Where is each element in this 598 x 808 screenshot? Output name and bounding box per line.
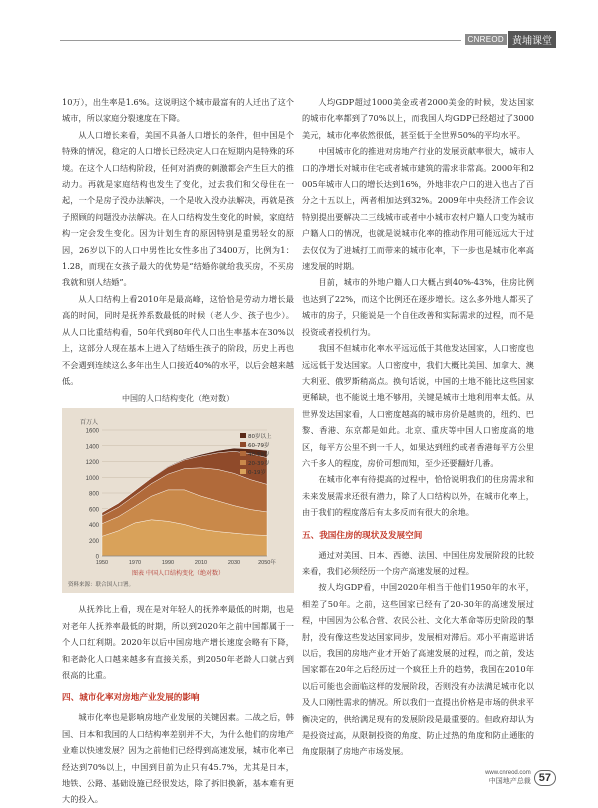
- paragraph: 城市化率也是影响房地产业发展的关键因素。二战之后，韩国、日本和我国的人口结构率差别并不大，为什么他们的房地产业难以快速发展？因为之前他们已经得到高速发展，城市化率已经达到70%以上，中国到目前为止只有45.7%，尤其是日本，地铁、公路、基础设施已经很发达，除了拆旧换新，基本难有更大的投入。: [62, 712, 294, 805]
- y-tick-label: 0: [95, 554, 99, 561]
- y-tick-label: 1200: [85, 460, 99, 467]
- column-brand: [461, 31, 556, 47]
- population-chart: [62, 408, 294, 593]
- magazine-name: 中国地产总裁: [488, 777, 531, 785]
- y-tick-label: 600: [88, 507, 99, 514]
- paragraph: 10万），出生率是1.6%。这说明这个城市最富有的人迁出了这个城市，所以家庭分裂速度在下降。: [62, 97, 294, 124]
- paragraph: 在城市化率有待提高的过程中，恰恰说明我们的住房需求和未来发展需求还很有潜力，除了人口结构以外，在城市化率上，由于我们的程度落后有太多反而有很大的余地。: [302, 474, 534, 518]
- legend-label: 20-39岁: [248, 461, 270, 468]
- y-tick-label: 1400: [85, 444, 99, 451]
- paragraph: 通过对美国、日本、西德、法国、中国住房发展阶段的比较来看，我们必须经历一个房产高速发展的过程。: [302, 549, 534, 576]
- x-tick-label: 2030: [227, 560, 241, 567]
- brand-logo: CNREOD: [465, 34, 507, 45]
- source-note: 资料来源：联合国人口署。: [68, 582, 135, 589]
- legend-swatch: [240, 451, 246, 456]
- legend-label: 40-59岁: [248, 452, 270, 459]
- y-tick-label: 200: [88, 539, 99, 546]
- column-name: 黄埔课堂: [508, 31, 556, 48]
- left-column: [62, 94, 294, 808]
- legend-label: 0-19岁: [248, 470, 266, 477]
- legend-swatch: [240, 433, 246, 438]
- population-chart-svg: [62, 408, 294, 593]
- paragraph: 从人口增长来看，美国不具备人口增长的条件，但中国是个特殊的情况，稳定的人口增长已经决定人口在短期内是特殊的环境。在这个人口结构阶段，任何对消费的刺激都会产生巨大的推动力。再就是家庭结构也发生了变化，过去我们和父母住在一起，一个是房子没办法解决，一个是收入没办法解决，再就是孩子照顾的问题没办法解决。在人口结构发生变化的时候，家庭结构一定会发生变化。因为计划生育的原因特别是重男轻女的原因，26岁以下的人口中男性比女性多出了3400万，比例为1：1.28，而现在女孩子最大的优势是“结婚你就给我买房，不买房我就和别人结婚”。: [62, 129, 294, 288]
- x-tick-label: 2010: [194, 560, 208, 567]
- section-heading: 五、我国住房的现状及发展空间: [302, 530, 423, 541]
- paragraph: 人均GDP超过1000美金或者2000美金的时候，发达国家的城市化率都到了70%以上，而我国人均GDP已经超过了3000美元，城市化率依然很低，甚至低于全世界50%的平均水平。: [302, 97, 534, 140]
- paragraph: 从抚养比上看，现在是对年轻人的抚养率最低的时期，也是对老年人抚养率最低的时期，所以到2020年之前中国都属于一个人口红利期。2020年以后中国房地产增长速度会略有下降，和老龄化人口越来越多有直接关系，到2050年老龄人口就占到很高的比重。: [62, 604, 294, 680]
- paragraph: 按人均GDP看，中国2020年相当于他们1950年的水平，相差了50年。之前，这些国家已经有了20-30年的高速发展过程，中国因为公私合营、农民公社、文化大革命等历史阶段的掣肘，没有像这些发达国家同步，发展相对滞后。邓小平南巡讲话以后，我国的房地产业才开始了高速发展的过程，而之前，发达国家都在20年之后经历过一个疯狂上升的趋势，我国在2010年以后可能也会面临这样的发展阶段，否则没有办法满足城市化以及人口刚性需求的情况。所以我们一直提出价格是市场的供求平衡决定的，供给满足现有的发展阶段是最重要的。但政府却认为是投资过高，从限制投资的角度、防止过热的角度和防止通胀的角度限制了房地产市场发展。: [302, 582, 534, 757]
- legend-swatch: [240, 442, 246, 447]
- x-tick-label: 1990: [161, 560, 175, 567]
- legend-label: 60-79岁: [248, 443, 270, 450]
- page-number: 57: [534, 770, 556, 786]
- y-tick-label: 800: [88, 491, 99, 498]
- paragraph: 从人口结构上看2010年是最高峰，这恰恰是劳动力增长最高的时间，同时是抚养系数最低的时候（老人少、孩子也少）。从人口比重结构看，50年代到80年代人口出生率基本在30%以上，这部分人现在基本上进入了结婚生孩子的阶段，历史上再也不会遇到连续这么多年出生人口接近40%的水平，以后会越来越低。: [62, 293, 294, 386]
- legend-label: 80岁以上: [248, 434, 272, 441]
- paragraph: 目前，城市的外地户籍人口大概占到40%-43%，住房比例也达到了22%，而这个比例还在逐步增长。这么多外地人都买了城市的房子，只能说是一个自住改善和实际需求的过程，而不是投资或者投机行为。: [302, 277, 534, 337]
- x-tick-label: 1970: [128, 560, 142, 567]
- section-heading: 四、城市化率对房地产业发展的影响: [62, 693, 200, 704]
- x-tick-label: 1950: [95, 560, 109, 567]
- paragraph: 我国不但城市化率水平远远低于其他发达国家，人口密度也远远低于发达国家。人口密度中，我们大概比美国、加拿大、澳大利亚、俄罗斯稍高点。换句话说，中国的土地不能比这些国家更稀缺，也不能说土地不够用，关键是城市土地利用率太低。从世界发达国家看，人口密度越高的城市房价是越贵的，纽约、巴黎、香港、东京都是如此。北京、重庆等中国人口密度高的地区，每平方公里不到一千人，如果达到纽约或者香港每平方公里六千多人的程度，房价可想而知，至少还要翻好几番。: [302, 343, 534, 468]
- x-tick-label: 2050年: [258, 560, 276, 567]
- chart-caption: 中国的人口结构变化（绝对数）: [122, 394, 234, 404]
- y-tick-label: 1600: [85, 428, 99, 435]
- paragraph: 中国城市化的推进对房地产行业的发展贡献率很大，城市人口的净增长对城市住宅或者城市建筑的需求非常高。2000年和2005年城市人口的增长达到16%，外地非农户口的进入也占了百分之十五以上，两者相加达到32%。2009年中央经济工作会议特别提出要解决二三线城市或者中小城市农村户籍人口变为城市户籍人口的情况，也就是说城市化率的推动作用可能远远大于过去仅仅为了进城打工而带来的城市化率，下一步也是城市化率高速发展的时期。: [302, 146, 534, 272]
- legend-swatch: [240, 469, 246, 474]
- footer-url: www.cnreod.com: [485, 770, 531, 776]
- y-tick-label: 400: [88, 523, 99, 530]
- legend-swatch: [240, 460, 246, 465]
- footer-text: [485, 770, 531, 786]
- y-tick-label: 1000: [85, 476, 99, 483]
- inner-chart-caption: 图表 中国人口结构变化（绝对数）: [132, 570, 224, 578]
- right-column: [302, 94, 534, 760]
- page-footer: [485, 770, 556, 786]
- y-axis-label: 百万人: [80, 419, 99, 427]
